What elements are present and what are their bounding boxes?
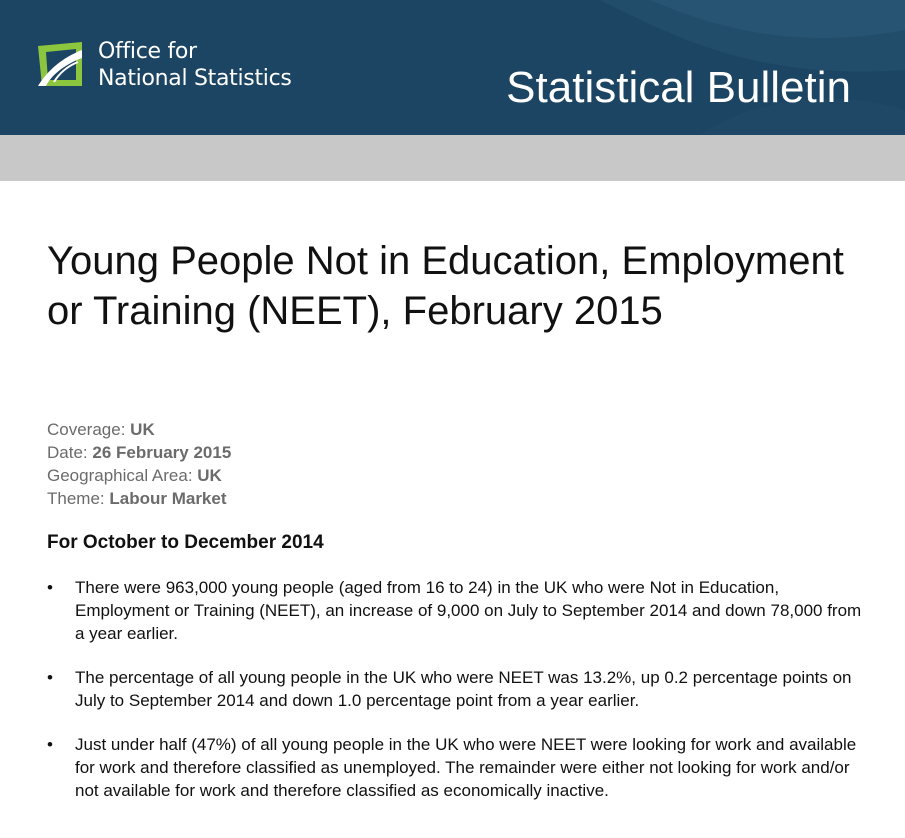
list-item xyxy=(47,733,867,802)
ons-logo-icon xyxy=(36,40,86,90)
document-type-title: Statistical Bulletin xyxy=(506,63,851,112)
org-name xyxy=(98,38,292,92)
list-item-text: The percentage of all young people in the UK who were NEET was 13.2%, up 0.2 percentage points on July to September 2014 and down 1.0 percentage point from a year earlier. xyxy=(75,668,852,710)
key-points-list xyxy=(47,576,867,823)
list-item-text: There were 963,000 young people (aged from 16 to 24) in the UK who were Not in Education, Employment or Training (NEET), an increase of 9,000 on July to September 2014 and down 78,000 from a year earlier. xyxy=(75,578,862,643)
bullet-icon: • xyxy=(47,735,53,754)
bullet-icon: • xyxy=(47,668,53,687)
list-item-text: Just under half (47%) of all young people in the UK who were NEET were looking for work and available for work and therefore classified as unemployed. The remainder were either not looking for work and/or not available for work and therefore classified as economically inactive. xyxy=(75,735,857,800)
list-item xyxy=(47,666,867,712)
meta-coverage xyxy=(47,418,231,441)
org-name-line2: National Statistics xyxy=(98,66,292,91)
meta-label: Date: xyxy=(47,443,88,462)
meta-value: Labour Market xyxy=(109,489,227,508)
meta-label: Geographical Area: xyxy=(47,466,193,485)
header-divider-band xyxy=(0,135,905,181)
metadata-block xyxy=(47,418,231,510)
header-banner xyxy=(0,0,905,135)
bullet-icon: • xyxy=(47,578,53,597)
meta-label: Coverage: xyxy=(47,420,126,439)
meta-geographical-area xyxy=(47,464,231,487)
org-name-line1: Office for xyxy=(98,39,197,64)
meta-label: Theme: xyxy=(47,489,105,508)
list-item xyxy=(47,576,867,645)
page-title: Young People Not in Education, Employment or Training (NEET), February 2015 xyxy=(47,239,844,333)
section-heading: For October to December 2014 xyxy=(47,532,324,553)
meta-value: UK xyxy=(197,466,222,485)
meta-theme xyxy=(47,487,231,510)
meta-date xyxy=(47,441,231,464)
meta-value: 26 February 2015 xyxy=(92,443,232,462)
meta-value: UK xyxy=(130,420,155,439)
